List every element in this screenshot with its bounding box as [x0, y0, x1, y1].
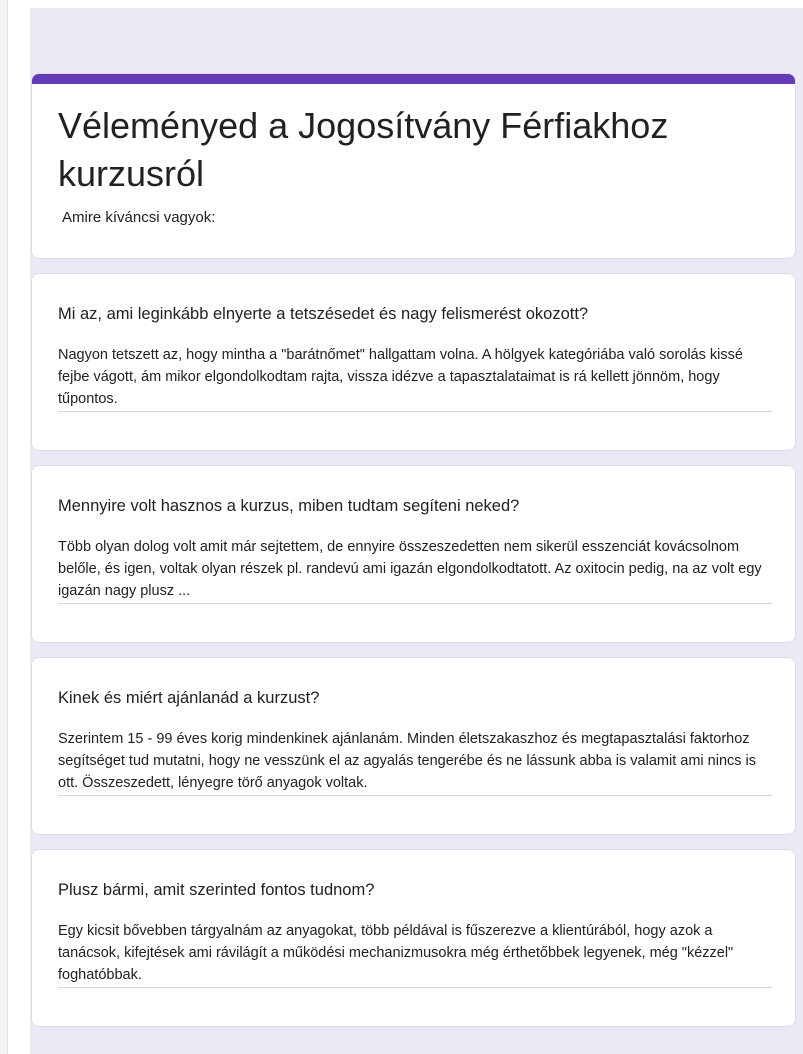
- form-description: Amire kíváncsi vagyok:: [62, 209, 216, 226]
- question-card: [31, 273, 796, 451]
- answer-underline: [58, 795, 772, 796]
- answer-field[interactable]: Szerintem 15 - 99 éves korig mindenkinek ajánlanám. Minden életszakaszhoz és megtapasztalási faktorhoz segítséget tud mutatni, hogy ne vesszünk el az agyalás tengerébe és ne lássunk abba is valamit ami nincs is ott. Összeszedett, lényegre törő anyagok voltak.: [58, 731, 757, 791]
- answer-underline: [58, 603, 772, 604]
- answer-underline: [58, 411, 772, 412]
- answer-field[interactable]: Nagyon tetszett az, hogy mintha a "barátnőmet" hallgattam volna. A hölgyek kategóriába való sorolás kissé fejbe vágott, ám mikor elgondolkodtam rajta, vissza idézve a tapasztalataimat is rá kellett jönnöm, hogy tűpontos.: [58, 347, 743, 407]
- answer-field[interactable]: Több olyan dolog volt amit már sejtettem, de ennyire összeszedetten nem sikerül esszenciát kovácsolnom belőle, és igen, voltak olyan részek pl. randevú ami igazán elgondolkodtatott. Az oxitocin pedig, na az volt egy igazán nagy plusz ...: [58, 539, 762, 599]
- question-title: Mi az, ami leginkább elnyerte a tetszésedet és nagy felismerést okozott?: [58, 305, 589, 323]
- question-title: Kinek és miért ajánlanád a kurzust?: [58, 689, 320, 707]
- question-card: [31, 657, 796, 835]
- answer-field[interactable]: Egy kicsit bővebben tárgyalnám az anyagokat, több példával is fűszerezve a klientúrából, hogy azok a tanácsok, kifejtések ami rávilágít a működési mechanizmusokra még érthetőbbek legyenek, még "kézzel" foghatóbbak.: [58, 923, 734, 983]
- question-card: [31, 465, 796, 643]
- question-title: Mennyire volt hasznos a kurzus, miben tudtam segíteni neked?: [58, 497, 520, 515]
- window-left-edge: [0, 0, 8, 1054]
- form-header-card: [31, 73, 796, 259]
- form-title: Véleményed a Jogosítvány Férfiakhoz kurzusról: [58, 105, 669, 194]
- answer-underline: [58, 987, 772, 988]
- question-card: [31, 849, 796, 1027]
- question-title: Plusz bármi, amit szerinted fontos tudnom?: [58, 881, 375, 899]
- header-accent-bar: [32, 74, 795, 84]
